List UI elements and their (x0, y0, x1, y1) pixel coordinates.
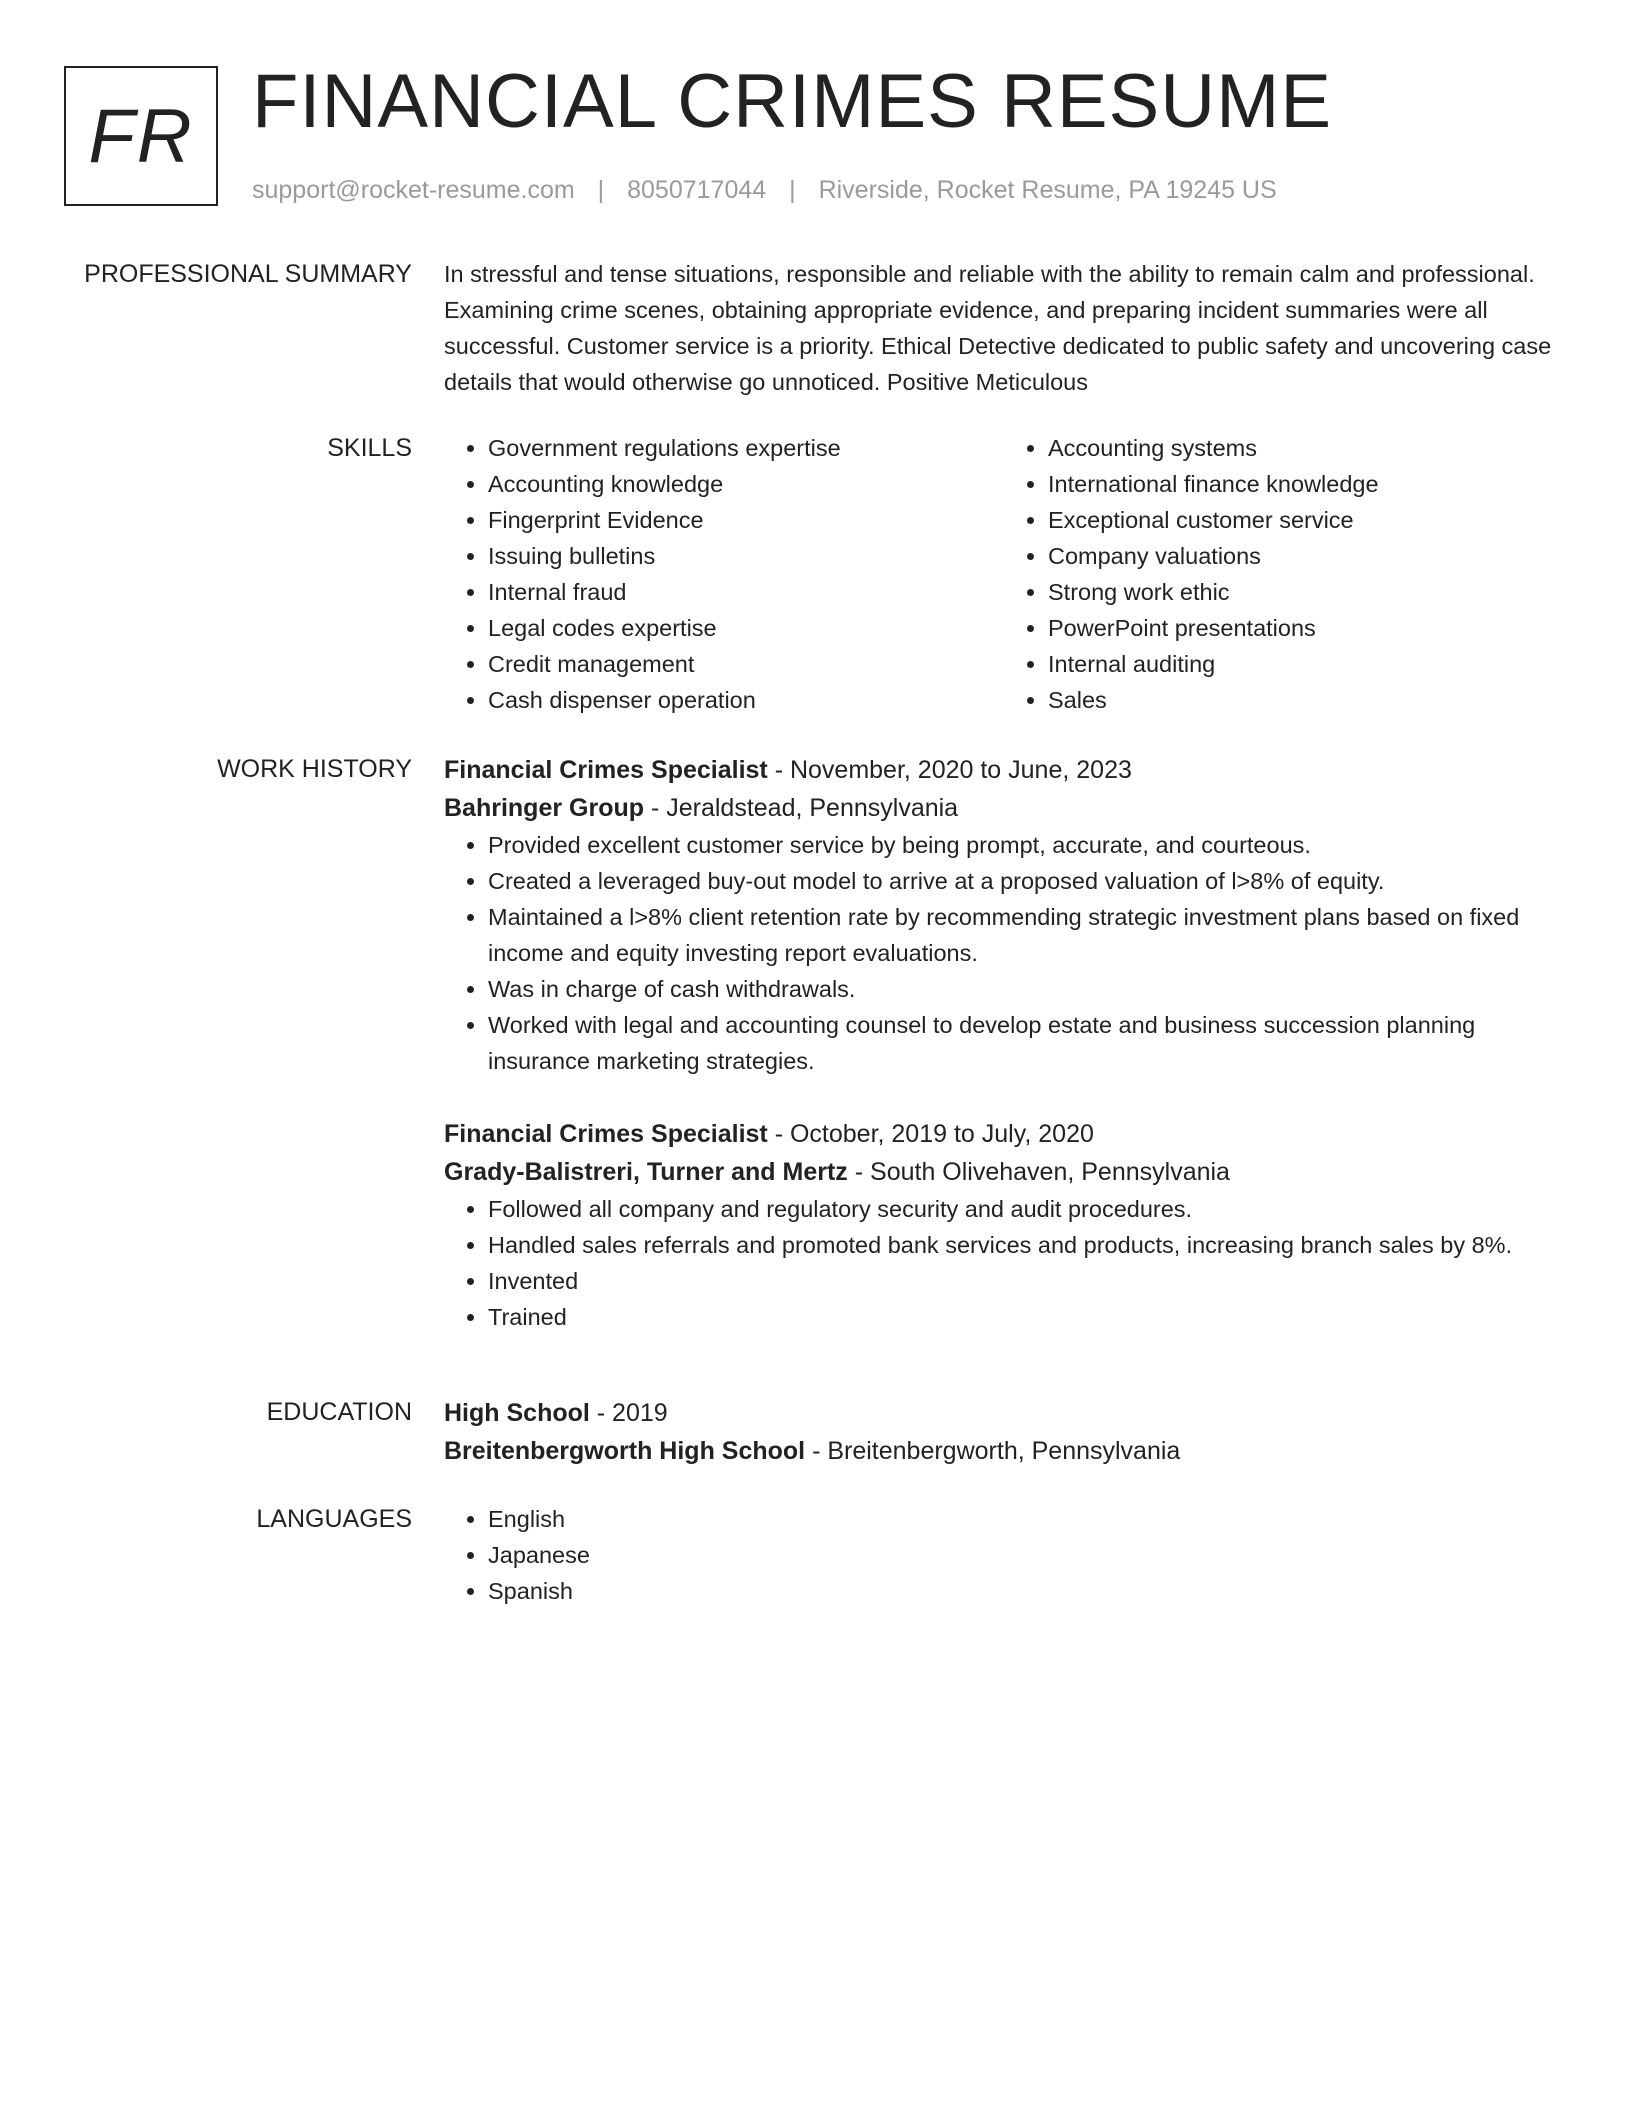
skill-item: • Sales (1048, 682, 1564, 718)
employer-line (444, 1153, 1564, 1191)
job-bullet: • Worked with legal and accounting counsel to develop estate and business succession planning insurance marketing strategies. (488, 1007, 1564, 1079)
employer-line (444, 789, 1564, 827)
monogram-logo: FR (64, 66, 218, 206)
school-line (444, 1432, 1564, 1470)
contact-address: Riverside, Rocket Resume, PA 19245 US (818, 176, 1277, 204)
job-entry (444, 751, 1564, 1079)
work-history-heading: WORK HISTORY (217, 755, 412, 783)
language-item: • Spanish (488, 1573, 1564, 1609)
contact-phone[interactable]: 8050717044 (627, 176, 767, 204)
job-bullet: • Invented (488, 1263, 1564, 1299)
skill-item: • Internal fraud (488, 574, 1004, 610)
skill-item: • Government regulations expertise (488, 430, 1004, 466)
job-bullet: • Followed all company and regulatory security and audit procedures. (488, 1191, 1564, 1227)
skills-list-left (444, 430, 1004, 718)
degree-name: High School (444, 1399, 590, 1427)
skill-item: • International finance knowledge (1048, 466, 1564, 502)
languages-list (444, 1501, 1564, 1609)
job-bullet-list (444, 827, 1564, 1079)
job-bullet: • Provided excellent customer service by being prompt, accurate, and courteous. (488, 827, 1564, 863)
school-name: Breitenbergworth High School (444, 1437, 806, 1465)
education-body (444, 1394, 1564, 1470)
skill-item: • Issuing bulletins (488, 538, 1004, 574)
employer-name: Bahringer Group (444, 794, 645, 822)
job-entry (444, 1115, 1564, 1335)
skill-item: • Strong work ethic (1048, 574, 1564, 610)
contact-line (252, 172, 1277, 208)
job-bullet: • Was in charge of cash withdrawals. (488, 971, 1564, 1007)
skills-heading: SKILLS (327, 434, 412, 462)
skill-item: • Credit management (488, 646, 1004, 682)
languages-body (444, 1501, 1564, 1609)
language-item: • English (488, 1501, 1564, 1537)
job-bullet: • Trained (488, 1299, 1564, 1335)
job-bullet: • Handled sales referrals and promoted bank services and products, increasing branch sales by 8%. (488, 1227, 1564, 1263)
skill-item: • Accounting systems (1048, 430, 1564, 466)
job-bullet: • Created a leveraged buy-out model to arrive at a proposed valuation of l>8% of equity. (488, 863, 1564, 899)
skills-grid (444, 430, 1564, 718)
page-title: FINANCIAL CRIMES RESUME (252, 59, 1333, 144)
skill-item: • Accounting knowledge (488, 466, 1004, 502)
skill-item: • Legal codes expertise (488, 610, 1004, 646)
job-title: Financial Crimes Specialist (444, 1120, 768, 1148)
summary-text: In stressful and tense situations, responsible and reliable with the ability to remain calm and professional. Examining crime scenes, obtaining appropriate evidence, and preparing incident summaries were all successful. Customer service is a priority. Ethical Detective dedicated to public safety and uncovering case details that would otherwise go unnoticed. Positive Meticulous (444, 261, 1552, 395)
job-title-line (444, 751, 1564, 789)
job-bullet: • Maintained a l>8% client retention rate by recommending strategic investment plans based on fixed income and equity investing report evaluations. (488, 899, 1564, 971)
job-dates: - October, 2019 to July, 2020 (767, 1120, 1094, 1148)
skill-item: • PowerPoint presentations (1048, 610, 1564, 646)
contact-email[interactable]: support@rocket-resume.com (252, 176, 575, 204)
job-bullet-list (444, 1191, 1564, 1335)
employer-name: Grady-Balistreri, Turner and Mertz (444, 1158, 848, 1186)
job-dates: - November, 2020 to June, 2023 (767, 756, 1132, 784)
skill-item: • Fingerprint Evidence (488, 502, 1004, 538)
skill-item: • Internal auditing (1048, 646, 1564, 682)
language-item: • Japanese (488, 1537, 1564, 1573)
skills-body (444, 430, 1564, 718)
education-heading: EDUCATION (266, 1398, 412, 1426)
degree-year: - 2019 (589, 1399, 668, 1427)
school-location: - Breitenbergworth, Pennsylvania (805, 1437, 1181, 1465)
skill-item: • Exceptional customer service (1048, 502, 1564, 538)
languages-heading: LANGUAGES (256, 1505, 412, 1533)
employer-location: - South Olivehaven, Pennsylvania (847, 1158, 1230, 1186)
skill-item: • Cash dispenser operation (488, 682, 1004, 718)
summary-heading: PROFESSIONAL SUMMARY (84, 260, 412, 288)
contact-separator: | (597, 176, 605, 204)
summary-body (444, 256, 1564, 400)
skills-list-right (1004, 430, 1564, 718)
work-history-body (444, 751, 1564, 1335)
skill-item: • Company valuations (1048, 538, 1564, 574)
degree-line (444, 1394, 1564, 1432)
contact-separator: | (789, 176, 796, 204)
job-title-line (444, 1115, 1564, 1153)
employer-location: - Jeraldstead, Pennsylvania (644, 794, 959, 822)
job-title: Financial Crimes Specialist (444, 756, 768, 784)
